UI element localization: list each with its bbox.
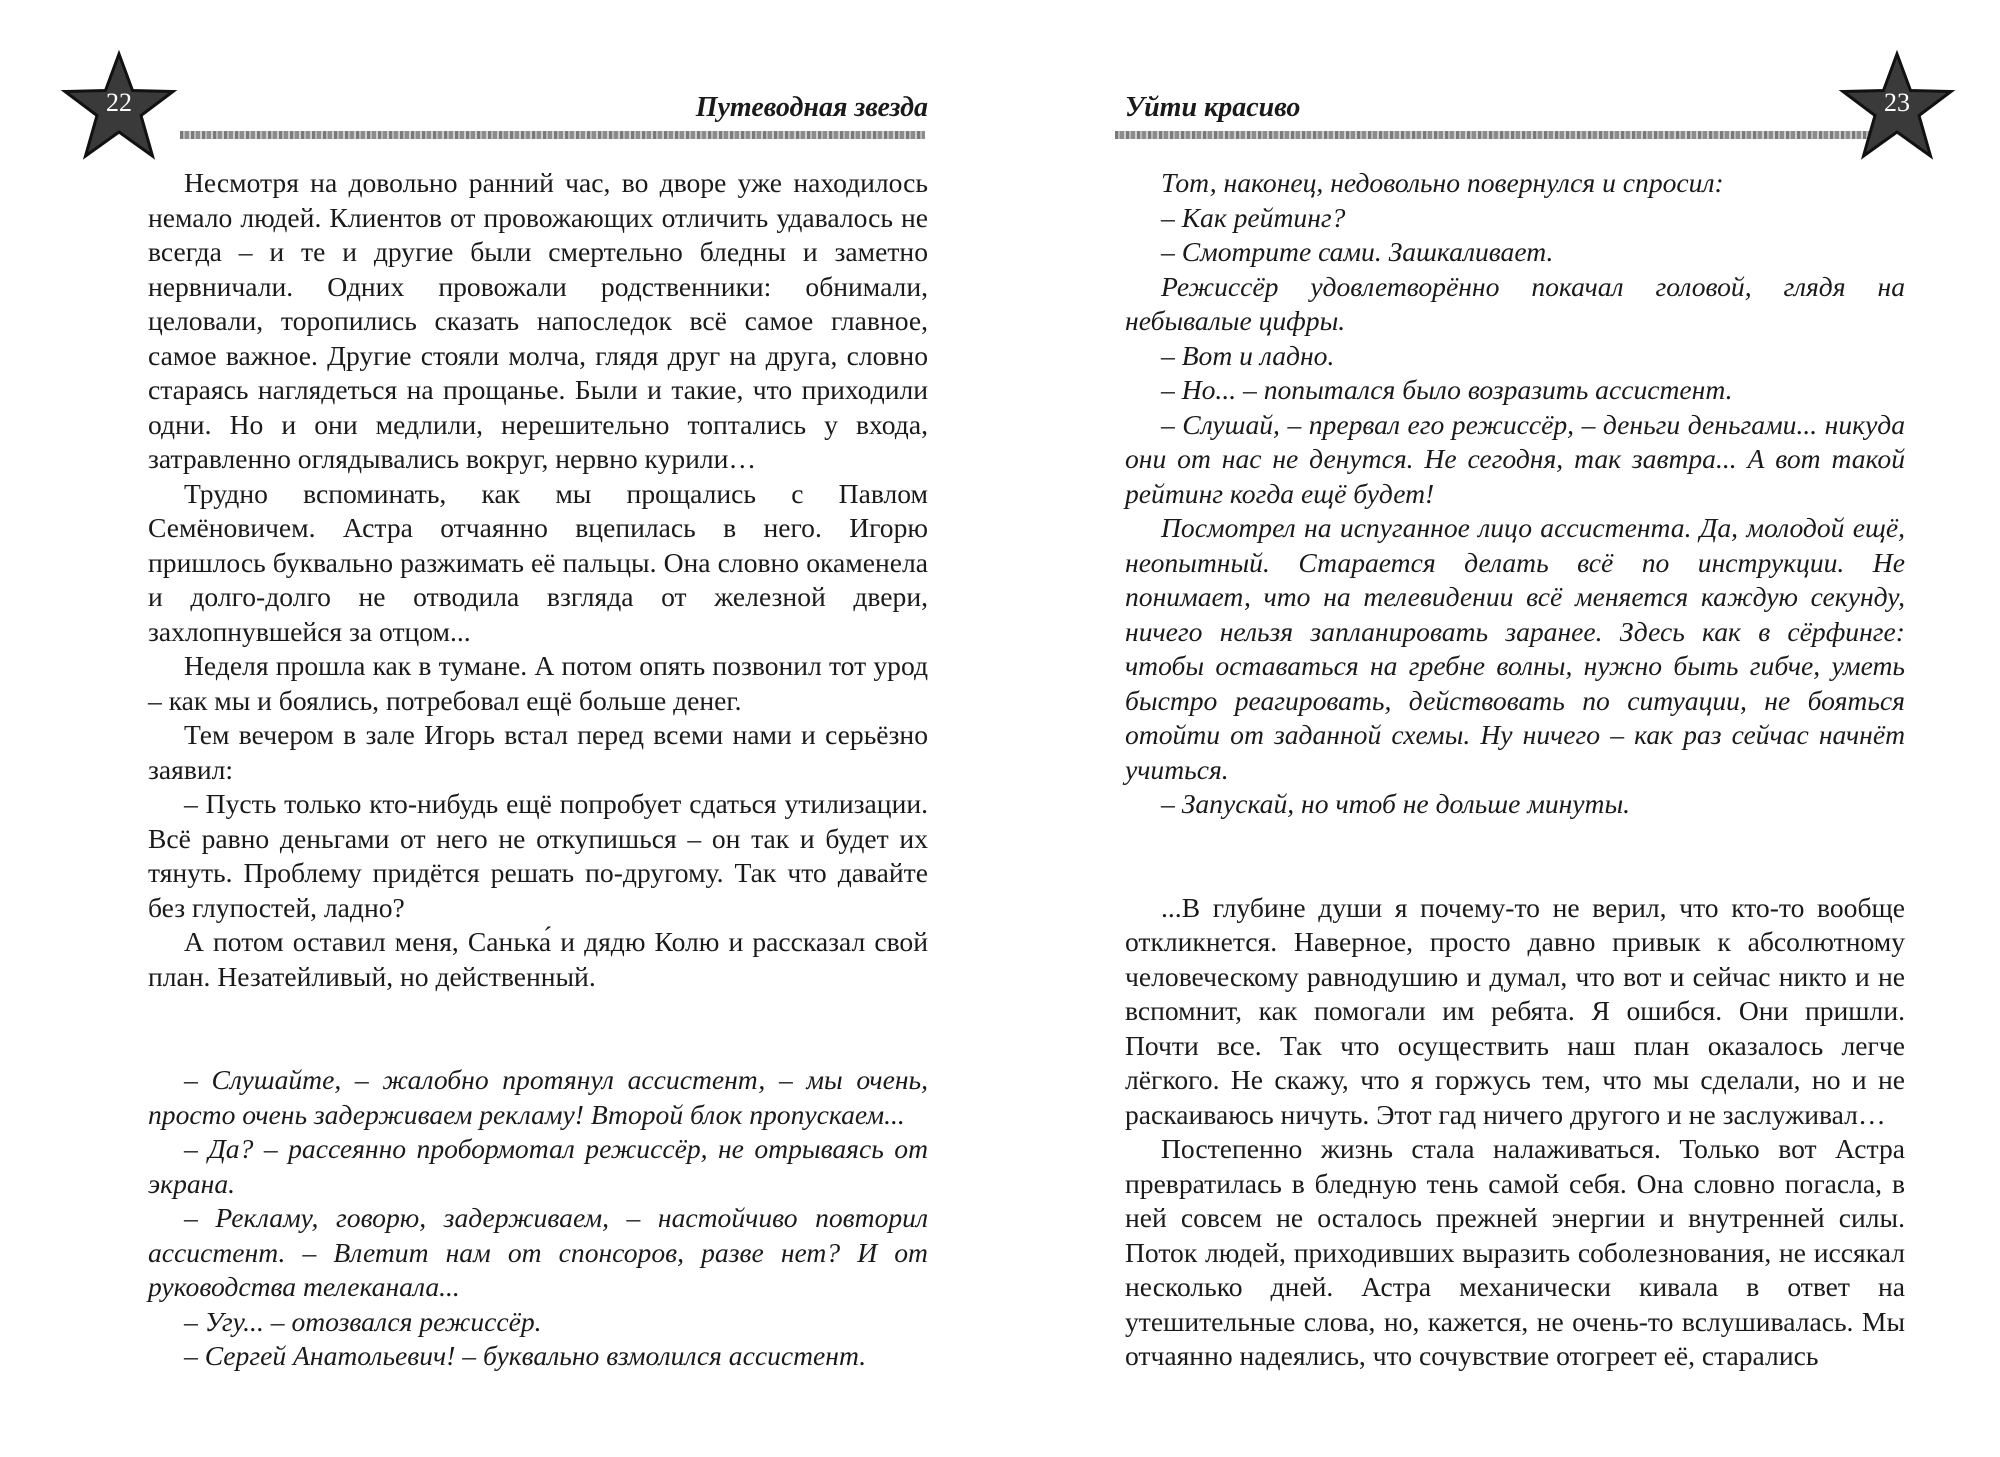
paragraph: ...В глубине души я почему-то не верил, что кто-то вообще откликнется. Наверное, просто давно привык к абсолютному человеческому равнодушию и думал, что вот и сейчас никто и не вспомнит, как помогали им ребята. Я ошибся. Они пришли. Почти все. Так что осуществить наш план оказалось легче лёгкого. Не скажу, что я горжусь тем, что мы сделали, но и не раскаиваюсь ничуть. Этот гад ничего другого и не заслуживал… bbox=[1125, 891, 1905, 1130]
section-gap bbox=[148, 994, 928, 1063]
header-rule bbox=[1115, 131, 1875, 139]
paragraph: Постепенно жизнь стала налаживаться. Только вот Астра превратилась в бледную тень самой себя. Она словно погасла, в ней совсем не осталось прежней энергии и внутренней силы. Поток людей, приходивших выразить соболезнования, не иссякал несколько дней. Астра механически кивала в ответ на утешительные слова, но, кажется, не очень-то вслушивалась. Мы отчаянно надеялись, что сочувствие отогреет её, старались bbox=[1125, 1133, 1905, 1371]
italic-paragraph: – Вот и ладно. bbox=[1161, 339, 1335, 371]
italic-paragraph: – Как рейтинг? bbox=[1161, 201, 1346, 233]
header-rule bbox=[180, 131, 925, 139]
italic-paragraph: Тот, наконец, недовольно повернулся и спросил: bbox=[1161, 167, 1724, 198]
italic-paragraph: – Но... – попытался было возразить ассистент. bbox=[1161, 374, 1733, 405]
italic-paragraph: – Слушай, – прервал его режиссёр, – деньги деньгами... никуда они от нас не денутся. Не сегодня, так завтра... А вот такой рейтинг когда ещё будет! bbox=[1125, 408, 1905, 509]
body-text bbox=[148, 166, 928, 1374]
page-number: 23 bbox=[1884, 88, 1910, 117]
paragraph: Неделя прошла как в тумане. А потом опять позвонил тот урод – как мы и боялись, потребовал ещё больше денег. bbox=[148, 650, 928, 716]
italic-paragraph: Посмотрел на испуганное лицо ассистента. Да, молодой ещё, неопытный. Старается делать всё по инструкции. Не понимает, что на телевидении всё меняется каждую секунду, ничего нельзя запланировать заранее. Здесь как в сёрфинге: чтобы оставаться на гребне волны, нужно быть гибче, уметь быстро реагировать, действовать по ситуации, не бояться отойти от заданной схемы. Ну ничего – как раз сейчас начнёт учиться. bbox=[1125, 512, 1905, 785]
section-gap bbox=[1125, 822, 1905, 891]
paragraph: Несмотря на довольно ранний час, во дворе уже находилось немало людей. Клиентов от провожающих отличить удавалось не всегда – и те и другие были смертельно бледны и заметно нервничали. Одних провожали родственники: обнимали, целовали, торопились сказать напоследок всё самое главное, самое важное. Другие стояли молча, глядя друг на друга, словно стараясь наглядеться на прощанье. Были и такие, что приходили одни. Но и они медлили, нерешительно топтались у входа, затравленно оглядывались вокруг, нервно курили… bbox=[148, 167, 928, 474]
italic-paragraph: – Смотрите сами. Зашкаливает. bbox=[1161, 236, 1554, 267]
paragraph: – Пусть только кто-нибудь ещё попробует сдаться утилизации. Всё равно деньгами от него не откупишься – он так и будет их тянуть. Проблему придётся решать по-другому. Так что давайте без глупостей, ладно? bbox=[148, 788, 928, 923]
paragraph: А потом оставил меня, Санька́ и дядю Колю и рассказал свой план. Незатейливый, но действенный. bbox=[148, 926, 928, 992]
italic-paragraph: – Сергей Анатольевич! – буквально взмолился ассистент. bbox=[184, 1340, 867, 1371]
body-text bbox=[1125, 166, 1905, 1374]
star-page-number-badge bbox=[1838, 50, 1956, 168]
italic-paragraph: – Слушайте, – жалобно протянул ассистент, – мы очень, просто очень задерживаем рекламу! Второй блок пропускаем... bbox=[148, 1064, 928, 1130]
italic-paragraph: – Запускай, но чтоб не дольше минуты. bbox=[1161, 788, 1631, 819]
italic-paragraph: Режиссёр удовлетворённо покачал головой, глядя на небывалые цифры. bbox=[1125, 270, 1905, 336]
paragraph: Тем вечером в зале Игорь встал перед всеми нами и серьёзно заявил: bbox=[148, 719, 928, 785]
star-page-number-badge bbox=[60, 50, 178, 168]
italic-paragraph: – Да? – рассеянно пробормотал режиссёр, не отрываясь от экрана. bbox=[148, 1133, 928, 1199]
italic-paragraph: – Рекламу, говорю, задерживаем, – настойчиво повторил ассистент. – Влетит нам от спонсоров, разве нет? И от руководства телеканала... bbox=[148, 1202, 928, 1302]
right-page bbox=[1000, 0, 2000, 1457]
page-number: 22 bbox=[106, 88, 132, 117]
running-title: Путеводная звезда bbox=[695, 92, 928, 123]
paragraph: Трудно вспоминать, как мы прощались с Павлом Семёновичем. Астра отчаянно вцепилась в него. Игорю пришлось буквально разжимать её пальцы. Она словно окаменела и долго-долго не отводила взгляда от железной двери, захлопнувшейся за отцом... bbox=[148, 477, 928, 647]
running-title: Уйти красиво bbox=[1125, 92, 1301, 123]
italic-paragraph: – Угу... – отозвался режиссёр. bbox=[184, 1305, 542, 1337]
